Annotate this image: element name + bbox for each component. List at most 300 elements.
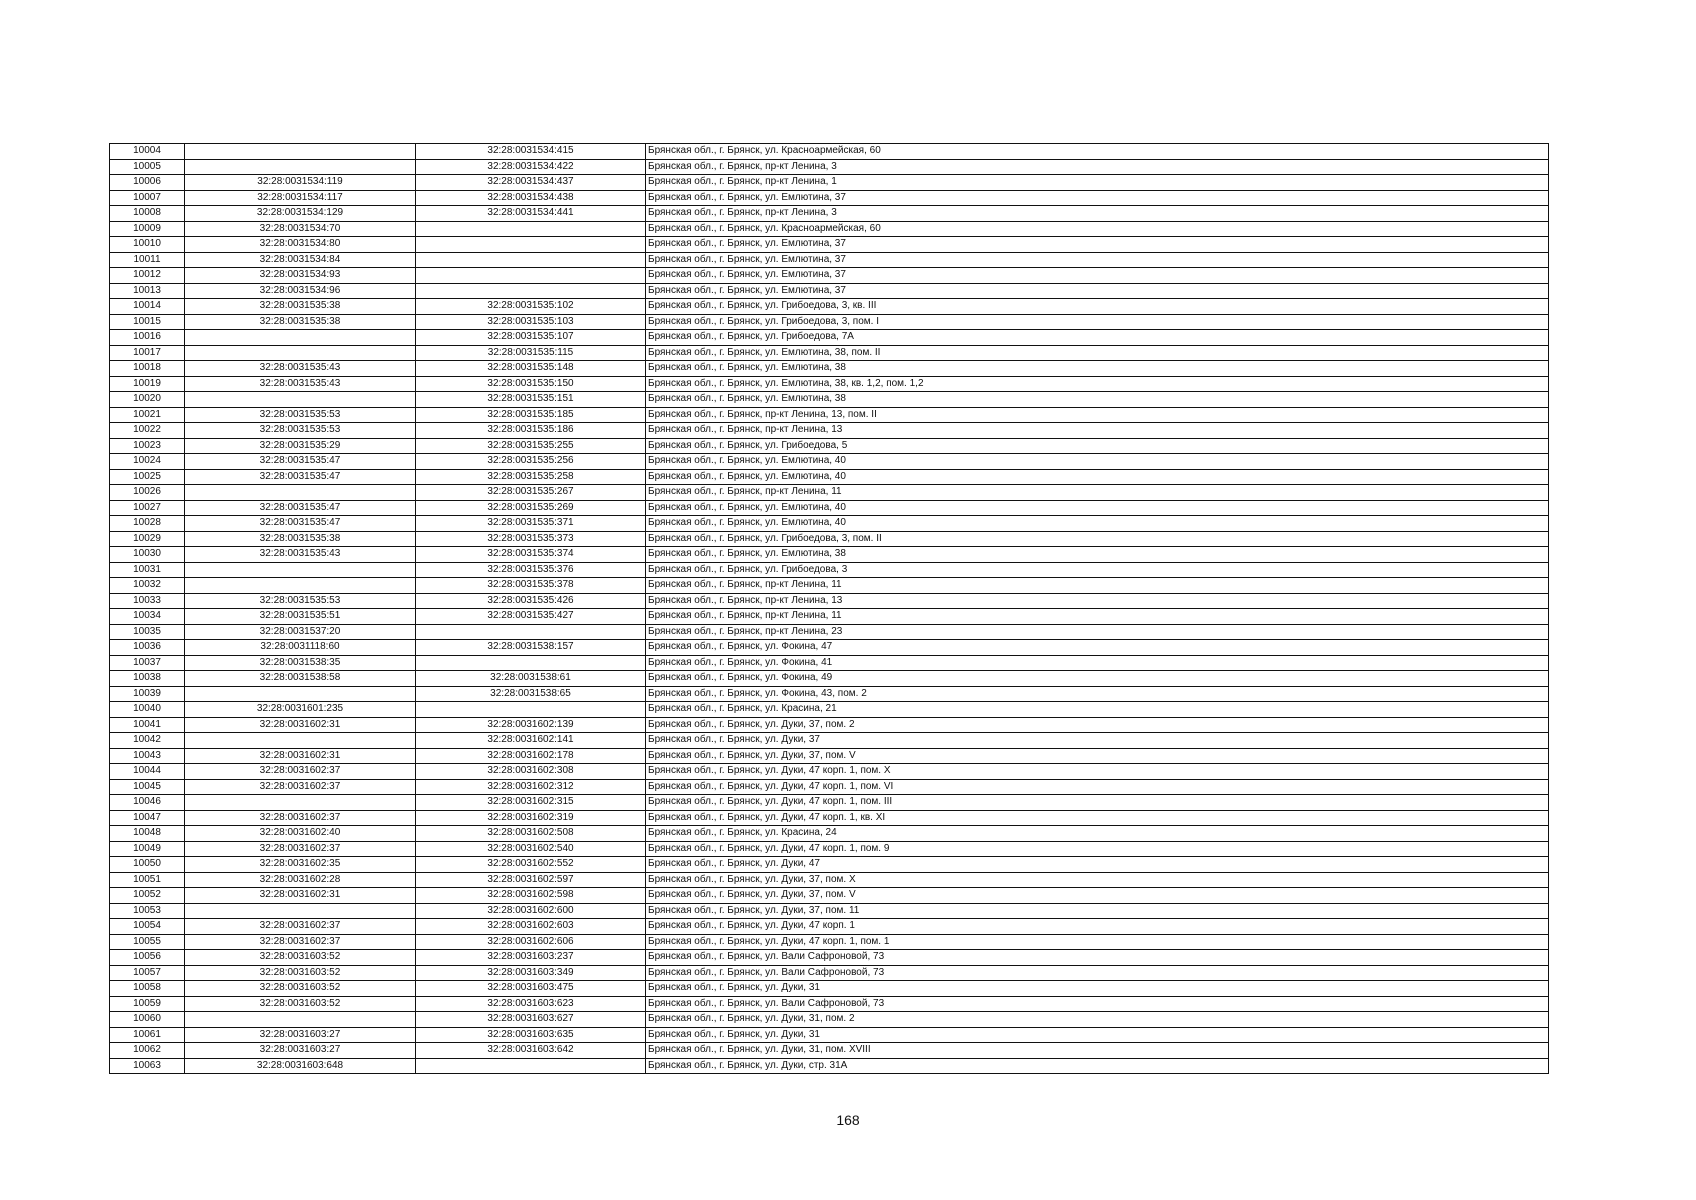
land-plot-number-cell [185, 144, 416, 160]
table-row [110, 423, 1549, 439]
table-row [110, 547, 1549, 563]
object-number-cell [416, 268, 646, 284]
address-cell: Брянская обл., г. Брянск, ул. Дуки, 47 корп. 1, пом. III [646, 795, 1549, 811]
object-number-cell: 32:28:0031535:256 [416, 454, 646, 470]
row-number-cell: 10037 [110, 655, 185, 671]
table-row [110, 1058, 1549, 1074]
object-number-cell: 32:28:0031603:475 [416, 981, 646, 997]
land-plot-number-cell [185, 686, 416, 702]
table-row [110, 345, 1549, 361]
address-cell: Брянская обл., г. Брянск, ул. Дуки, 37, пом. 11 [646, 903, 1549, 919]
object-number-cell: 32:28:0031535:267 [416, 485, 646, 501]
page-number: 168 [836, 1112, 860, 1128]
address-cell: Брянская обл., г. Брянск, ул. Дуки, 47 корп. 1, пом. X [646, 764, 1549, 780]
row-number-cell: 10063 [110, 1058, 185, 1074]
table-row [110, 562, 1549, 578]
address-cell: Брянская обл., г. Брянск, ул. Грибоедова, 3, пом. II [646, 531, 1549, 547]
address-cell: Брянская обл., г. Брянск, ул. Дуки, 47 корп. 1 [646, 919, 1549, 935]
land-plot-number-cell: 32:28:0031602:37 [185, 810, 416, 826]
object-number-cell: 32:28:0031534:441 [416, 206, 646, 222]
table-row [110, 764, 1549, 780]
land-plot-number-cell: 32:28:0031535:53 [185, 407, 416, 423]
land-plot-number-cell: 32:28:0031602:37 [185, 841, 416, 857]
land-plot-number-cell [185, 345, 416, 361]
table-row [110, 454, 1549, 470]
table-row [110, 996, 1549, 1012]
land-plot-number-cell: 32:28:0031534:80 [185, 237, 416, 253]
row-number-cell: 10028 [110, 516, 185, 532]
row-number-cell: 10011 [110, 252, 185, 268]
table-row [110, 826, 1549, 842]
table-row [110, 469, 1549, 485]
row-number-cell: 10032 [110, 578, 185, 594]
object-number-cell: 32:28:0031602:606 [416, 934, 646, 950]
row-number-cell: 10008 [110, 206, 185, 222]
address-cell: Брянская обл., г. Брянск, ул. Емлютина, 37 [646, 268, 1549, 284]
row-number-cell: 10055 [110, 934, 185, 950]
object-number-cell: 32:28:0031535:426 [416, 593, 646, 609]
land-plot-number-cell: 32:28:0031603:27 [185, 1027, 416, 1043]
row-number-cell: 10019 [110, 376, 185, 392]
row-number-cell: 10033 [110, 593, 185, 609]
object-number-cell: 32:28:0031602:312 [416, 779, 646, 795]
object-number-cell: 32:28:0031602:508 [416, 826, 646, 842]
row-number-cell: 10018 [110, 361, 185, 377]
table-row [110, 671, 1549, 687]
object-number-cell: 32:28:0031602:319 [416, 810, 646, 826]
row-number-cell: 10010 [110, 237, 185, 253]
row-number-cell: 10027 [110, 500, 185, 516]
table-row [110, 748, 1549, 764]
table-row [110, 655, 1549, 671]
address-cell: Брянская обл., г. Брянск, ул. Дуки, 37, пом. V [646, 748, 1549, 764]
row-number-cell: 10042 [110, 733, 185, 749]
row-number-cell: 10050 [110, 857, 185, 873]
table-row [110, 888, 1549, 904]
land-plot-number-cell: 32:28:0031535:43 [185, 376, 416, 392]
table-row [110, 965, 1549, 981]
address-cell: Брянская обл., г. Брянск, пр-кт Ленина, 13, пом. II [646, 407, 1549, 423]
land-plot-number-cell: 32:28:0031602:31 [185, 888, 416, 904]
land-plot-number-cell: 32:28:0031602:35 [185, 857, 416, 873]
object-number-cell: 32:28:0031602:597 [416, 872, 646, 888]
object-number-cell: 32:28:0031538:61 [416, 671, 646, 687]
address-cell: Брянская обл., г. Брянск, ул. Дуки, 31, пом. 2 [646, 1012, 1549, 1028]
table-row [110, 268, 1549, 284]
object-number-cell: 32:28:0031603:623 [416, 996, 646, 1012]
object-number-cell: 32:28:0031602:600 [416, 903, 646, 919]
row-number-cell: 10024 [110, 454, 185, 470]
object-number-cell: 32:28:0031535:371 [416, 516, 646, 532]
object-number-cell: 32:28:0031534:415 [416, 144, 646, 160]
table-row [110, 516, 1549, 532]
table-row [110, 221, 1549, 237]
object-number-cell: 32:28:0031602:308 [416, 764, 646, 780]
land-plot-number-cell: 32:28:0031535:38 [185, 299, 416, 315]
table-row [110, 175, 1549, 191]
address-cell: Брянская обл., г. Брянск, пр-кт Ленина, 11 [646, 609, 1549, 625]
address-cell: Брянская обл., г. Брянск, ул. Емлютина, 40 [646, 500, 1549, 516]
row-number-cell: 10056 [110, 950, 185, 966]
table-row [110, 640, 1549, 656]
row-number-cell: 10061 [110, 1027, 185, 1043]
address-cell: Брянская обл., г. Брянск, ул. Красноармейская, 60 [646, 221, 1549, 237]
address-cell: Брянская обл., г. Брянск, ул. Дуки, 47 корп. 1, пом. VI [646, 779, 1549, 795]
object-number-cell: 32:28:0031602:178 [416, 748, 646, 764]
row-number-cell: 10044 [110, 764, 185, 780]
row-number-cell: 10022 [110, 423, 185, 439]
land-plot-number-cell [185, 795, 416, 811]
land-plot-number-cell: 32:28:0031535:53 [185, 423, 416, 439]
table-row [110, 206, 1549, 222]
address-cell: Брянская обл., г. Брянск, пр-кт Ленина, 1 [646, 175, 1549, 191]
object-number-cell: 32:28:0031534:437 [416, 175, 646, 191]
row-number-cell: 10020 [110, 392, 185, 408]
table-row [110, 717, 1549, 733]
object-number-cell [416, 1058, 646, 1074]
object-number-cell: 32:28:0031602:540 [416, 841, 646, 857]
object-number-cell: 32:28:0031535:376 [416, 562, 646, 578]
row-number-cell: 10062 [110, 1043, 185, 1059]
land-plot-number-cell: 32:28:0031603:52 [185, 965, 416, 981]
table-row [110, 733, 1549, 749]
land-plot-number-cell [185, 159, 416, 175]
table-row [110, 609, 1549, 625]
land-plot-number-cell: 32:28:0031602:31 [185, 748, 416, 764]
land-plot-number-cell: 32:28:0031534:117 [185, 190, 416, 206]
object-number-cell: 32:28:0031535:269 [416, 500, 646, 516]
row-number-cell: 10016 [110, 330, 185, 346]
address-cell: Брянская обл., г. Брянск, ул. Вали Сафроновой, 73 [646, 965, 1549, 981]
table-row [110, 934, 1549, 950]
address-cell: Брянская обл., г. Брянск, ул. Дуки, 47 [646, 857, 1549, 873]
address-cell: Брянская обл., г. Брянск, пр-кт Ленина, 11 [646, 578, 1549, 594]
object-number-cell: 32:28:0031535:427 [416, 609, 646, 625]
land-plot-number-cell [185, 485, 416, 501]
object-number-cell [416, 624, 646, 640]
row-number-cell: 10046 [110, 795, 185, 811]
land-plot-number-cell: 32:28:0031602:37 [185, 779, 416, 795]
address-cell: Брянская обл., г. Брянск, ул. Емлютина, 38, пом. II [646, 345, 1549, 361]
land-plot-number-cell: 32:28:0031602:40 [185, 826, 416, 842]
address-cell: Брянская обл., г. Брянск, ул. Вали Сафроновой, 73 [646, 996, 1549, 1012]
land-plot-number-cell [185, 562, 416, 578]
table-row [110, 190, 1549, 206]
land-plot-number-cell [185, 1012, 416, 1028]
address-cell: Брянская обл., г. Брянск, ул. Емлютина, 37 [646, 237, 1549, 253]
object-number-cell: 32:28:0031535:373 [416, 531, 646, 547]
land-plot-number-cell: 32:28:0031603:52 [185, 981, 416, 997]
row-number-cell: 10017 [110, 345, 185, 361]
table-row [110, 1027, 1549, 1043]
land-plot-number-cell: 32:28:0031534:84 [185, 252, 416, 268]
object-number-cell: 32:28:0031535:103 [416, 314, 646, 330]
address-cell: Брянская обл., г. Брянск, ул. Емлютина, 40 [646, 454, 1549, 470]
object-number-cell: 32:28:0031534:438 [416, 190, 646, 206]
row-number-cell: 10036 [110, 640, 185, 656]
address-cell: Брянская обл., г. Брянск, ул. Фокина, 43, пом. 2 [646, 686, 1549, 702]
address-cell: Брянская обл., г. Брянск, ул. Дуки, стр. 31А [646, 1058, 1549, 1074]
row-number-cell: 10052 [110, 888, 185, 904]
table-row [110, 330, 1549, 346]
row-number-cell: 10005 [110, 159, 185, 175]
object-number-cell: 32:28:0031535:115 [416, 345, 646, 361]
row-number-cell: 10009 [110, 221, 185, 237]
address-cell: Брянская обл., г. Брянск, ул. Фокина, 41 [646, 655, 1549, 671]
land-plot-number-cell: 32:28:0031535:53 [185, 593, 416, 609]
table-row [110, 299, 1549, 315]
object-number-cell: 32:28:0031602:141 [416, 733, 646, 749]
object-number-cell: 32:28:0031603:635 [416, 1027, 646, 1043]
land-plot-number-cell: 32:28:0031535:51 [185, 609, 416, 625]
address-cell: Брянская обл., г. Брянск, пр-кт Ленина, 3 [646, 206, 1549, 222]
object-number-cell: 32:28:0031535:107 [416, 330, 646, 346]
table-row [110, 593, 1549, 609]
table-row [110, 919, 1549, 935]
row-number-cell: 10030 [110, 547, 185, 563]
row-number-cell: 10013 [110, 283, 185, 299]
row-number-cell: 10049 [110, 841, 185, 857]
land-plot-number-cell [185, 392, 416, 408]
address-cell: Брянская обл., г. Брянск, ул. Емлютина, 37 [646, 190, 1549, 206]
address-cell: Брянская обл., г. Брянск, ул. Дуки, 47 корп. 1, пом. 1 [646, 934, 1549, 950]
row-number-cell: 10040 [110, 702, 185, 718]
object-number-cell: 32:28:0031538:65 [416, 686, 646, 702]
object-number-cell: 32:28:0031603:349 [416, 965, 646, 981]
address-cell: Брянская обл., г. Брянск, ул. Вали Сафроновой, 73 [646, 950, 1549, 966]
table-row [110, 810, 1549, 826]
table-row [110, 252, 1549, 268]
row-number-cell: 10023 [110, 438, 185, 454]
address-cell: Брянская обл., г. Брянск, ул. Красина, 24 [646, 826, 1549, 842]
row-number-cell: 10034 [110, 609, 185, 625]
address-cell: Брянская обл., г. Брянск, ул. Дуки, 31 [646, 1027, 1549, 1043]
address-cell: Брянская обл., г. Брянск, пр-кт Ленина, 13 [646, 593, 1549, 609]
address-cell: Брянская обл., г. Брянск, ул. Фокина, 47 [646, 640, 1549, 656]
land-plot-number-cell: 32:28:0031538:35 [185, 655, 416, 671]
land-plot-number-cell: 32:28:0031535:47 [185, 500, 416, 516]
object-number-cell: 32:28:0031603:627 [416, 1012, 646, 1028]
object-number-cell: 32:28:0031603:642 [416, 1043, 646, 1059]
address-cell: Брянская обл., г. Брянск, ул. Дуки, 37, пом. V [646, 888, 1549, 904]
address-cell: Брянская обл., г. Брянск, ул. Дуки, 37, пом. 2 [646, 717, 1549, 733]
object-number-cell: 32:28:0031535:258 [416, 469, 646, 485]
row-number-cell: 10012 [110, 268, 185, 284]
table-row [110, 1012, 1549, 1028]
object-number-cell: 32:28:0031602:315 [416, 795, 646, 811]
row-number-cell: 10015 [110, 314, 185, 330]
land-plot-number-cell: 32:28:0031602:37 [185, 764, 416, 780]
table-row [110, 779, 1549, 795]
row-number-cell: 10039 [110, 686, 185, 702]
object-number-cell: 32:28:0031535:148 [416, 361, 646, 377]
address-cell: Брянская обл., г. Брянск, пр-кт Ленина, 11 [646, 485, 1549, 501]
land-plot-number-cell: 32:28:0031603:648 [185, 1058, 416, 1074]
table-row [110, 392, 1549, 408]
row-number-cell: 10004 [110, 144, 185, 160]
table-row [110, 872, 1549, 888]
row-number-cell: 10057 [110, 965, 185, 981]
object-number-cell: 32:28:0031534:422 [416, 159, 646, 175]
address-cell: Брянская обл., г. Брянск, ул. Красноармейская, 60 [646, 144, 1549, 160]
row-number-cell: 10058 [110, 981, 185, 997]
land-plot-number-cell: 32:28:0031534:70 [185, 221, 416, 237]
address-cell: Брянская обл., г. Брянск, ул. Дуки, 37 [646, 733, 1549, 749]
object-number-cell: 32:28:0031538:157 [416, 640, 646, 656]
address-cell: Брянская обл., г. Брянск, ул. Грибоедова, 5 [646, 438, 1549, 454]
address-cell: Брянская обл., г. Брянск, ул. Дуки, 31, пом. XVIII [646, 1043, 1549, 1059]
address-cell: Брянская обл., г. Брянск, ул. Дуки, 37, пом. X [646, 872, 1549, 888]
land-plot-number-cell: 32:28:0031535:38 [185, 314, 416, 330]
land-plot-number-cell: 32:28:0031601:235 [185, 702, 416, 718]
object-number-cell: 32:28:0031535:255 [416, 438, 646, 454]
row-number-cell: 10045 [110, 779, 185, 795]
address-cell: Брянская обл., г. Брянск, ул. Фокина, 49 [646, 671, 1549, 687]
cadastral-register-table [109, 143, 1549, 1074]
row-number-cell: 10060 [110, 1012, 185, 1028]
table-row [110, 159, 1549, 175]
table-row [110, 376, 1549, 392]
object-number-cell: 32:28:0031602:598 [416, 888, 646, 904]
table-row [110, 438, 1549, 454]
address-cell: Брянская обл., г. Брянск, ул. Емлютина, 37 [646, 252, 1549, 268]
address-cell: Брянская обл., г. Брянск, ул. Грибоедова, 3 [646, 562, 1549, 578]
object-number-cell: 32:28:0031535:378 [416, 578, 646, 594]
row-number-cell: 10054 [110, 919, 185, 935]
table-row [110, 686, 1549, 702]
row-number-cell: 10021 [110, 407, 185, 423]
land-plot-number-cell: 32:28:0031534:129 [185, 206, 416, 222]
land-plot-number-cell [185, 578, 416, 594]
row-number-cell: 10006 [110, 175, 185, 191]
address-cell: Брянская обл., г. Брянск, ул. Емлютина, 40 [646, 469, 1549, 485]
table-body [110, 144, 1549, 1074]
table-row [110, 314, 1549, 330]
row-number-cell: 10043 [110, 748, 185, 764]
land-plot-number-cell: 32:28:0031535:29 [185, 438, 416, 454]
land-plot-number-cell: 32:28:0031535:47 [185, 454, 416, 470]
table-row [110, 903, 1549, 919]
object-number-cell [416, 283, 646, 299]
address-cell: Брянская обл., г. Брянск, ул. Грибоедова, 3, кв. III [646, 299, 1549, 315]
land-plot-number-cell: 32:28:0031535:47 [185, 516, 416, 532]
object-number-cell: 32:28:0031602:139 [416, 717, 646, 733]
object-number-cell: 32:28:0031603:237 [416, 950, 646, 966]
land-plot-number-cell: 32:28:0031603:52 [185, 950, 416, 966]
land-plot-number-cell: 32:28:0031535:43 [185, 361, 416, 377]
address-cell: Брянская обл., г. Брянск, ул. Дуки, 47 корп. 1, пом. 9 [646, 841, 1549, 857]
table-row [110, 144, 1549, 160]
address-cell: Брянская обл., г. Брянск, ул. Грибоедова, 7А [646, 330, 1549, 346]
table-row [110, 981, 1549, 997]
row-number-cell: 10038 [110, 671, 185, 687]
table-row [110, 1043, 1549, 1059]
table-row [110, 407, 1549, 423]
address-cell: Брянская обл., г. Брянск, ул. Емлютина, 38 [646, 392, 1549, 408]
land-plot-number-cell: 32:28:0031603:52 [185, 996, 416, 1012]
table-row [110, 857, 1549, 873]
land-plot-number-cell [185, 903, 416, 919]
row-number-cell: 10051 [110, 872, 185, 888]
land-plot-number-cell: 32:28:0031602:31 [185, 717, 416, 733]
land-plot-number-cell: 32:28:0031534:119 [185, 175, 416, 191]
object-number-cell: 32:28:0031535:374 [416, 547, 646, 563]
address-cell: Брянская обл., г. Брянск, ул. Емлютина, 40 [646, 516, 1549, 532]
land-plot-number-cell [185, 330, 416, 346]
land-plot-number-cell: 32:28:0031538:58 [185, 671, 416, 687]
table-row [110, 795, 1549, 811]
table-row [110, 237, 1549, 253]
row-number-cell: 10059 [110, 996, 185, 1012]
table-row [110, 283, 1549, 299]
object-number-cell [416, 655, 646, 671]
table-row [110, 950, 1549, 966]
row-number-cell: 10047 [110, 810, 185, 826]
land-plot-number-cell: 32:28:0031603:27 [185, 1043, 416, 1059]
land-plot-number-cell: 32:28:0031534:93 [185, 268, 416, 284]
address-cell: Брянская обл., г. Брянск, ул. Грибоедова, 3, пом. I [646, 314, 1549, 330]
land-plot-number-cell: 32:28:0031534:96 [185, 283, 416, 299]
row-number-cell: 10014 [110, 299, 185, 315]
table-row [110, 578, 1549, 594]
row-number-cell: 10053 [110, 903, 185, 919]
table-row [110, 485, 1549, 501]
land-plot-number-cell: 32:28:0031535:38 [185, 531, 416, 547]
table-row [110, 500, 1549, 516]
row-number-cell: 10041 [110, 717, 185, 733]
object-number-cell: 32:28:0031602:603 [416, 919, 646, 935]
row-number-cell: 10029 [110, 531, 185, 547]
table-row [110, 624, 1549, 640]
row-number-cell: 10031 [110, 562, 185, 578]
object-number-cell [416, 221, 646, 237]
land-plot-number-cell: 32:28:0031118:60 [185, 640, 416, 656]
land-plot-number-cell: 32:28:0031602:37 [185, 934, 416, 950]
row-number-cell: 10048 [110, 826, 185, 842]
object-number-cell [416, 237, 646, 253]
address-cell: Брянская обл., г. Брянск, пр-кт Ленина, 13 [646, 423, 1549, 439]
object-number-cell [416, 702, 646, 718]
land-plot-number-cell: 32:28:0031535:47 [185, 469, 416, 485]
table-row [110, 702, 1549, 718]
object-number-cell: 32:28:0031535:150 [416, 376, 646, 392]
object-number-cell [416, 252, 646, 268]
land-plot-number-cell: 32:28:0031602:28 [185, 872, 416, 888]
address-cell: Брянская обл., г. Брянск, ул. Емлютина, 38 [646, 361, 1549, 377]
address-cell: Брянская обл., г. Брянск, пр-кт Ленина, 23 [646, 624, 1549, 640]
object-number-cell: 32:28:0031535:151 [416, 392, 646, 408]
address-cell: Брянская обл., г. Брянск, ул. Емлютина, 38 [646, 547, 1549, 563]
address-cell: Брянская обл., г. Брянск, ул. Дуки, 31 [646, 981, 1549, 997]
address-cell: Брянская обл., г. Брянск, ул. Дуки, 47 корп. 1, кв. XI [646, 810, 1549, 826]
row-number-cell: 10025 [110, 469, 185, 485]
object-number-cell: 32:28:0031602:552 [416, 857, 646, 873]
object-number-cell: 32:28:0031535:186 [416, 423, 646, 439]
address-cell: Брянская обл., г. Брянск, ул. Красина, 21 [646, 702, 1549, 718]
land-plot-number-cell: 32:28:0031602:37 [185, 919, 416, 935]
table-row [110, 361, 1549, 377]
object-number-cell: 32:28:0031535:102 [416, 299, 646, 315]
row-number-cell: 10035 [110, 624, 185, 640]
land-plot-number-cell: 32:28:0031535:43 [185, 547, 416, 563]
address-cell: Брянская обл., г. Брянск, пр-кт Ленина, 3 [646, 159, 1549, 175]
table-row [110, 531, 1549, 547]
land-plot-number-cell: 32:28:0031537:20 [185, 624, 416, 640]
address-cell: Брянская обл., г. Брянск, ул. Емлютина, 38, кв. 1,2, пом. 1,2 [646, 376, 1549, 392]
address-cell: Брянская обл., г. Брянск, ул. Емлютина, 37 [646, 283, 1549, 299]
land-plot-number-cell [185, 733, 416, 749]
row-number-cell: 10026 [110, 485, 185, 501]
